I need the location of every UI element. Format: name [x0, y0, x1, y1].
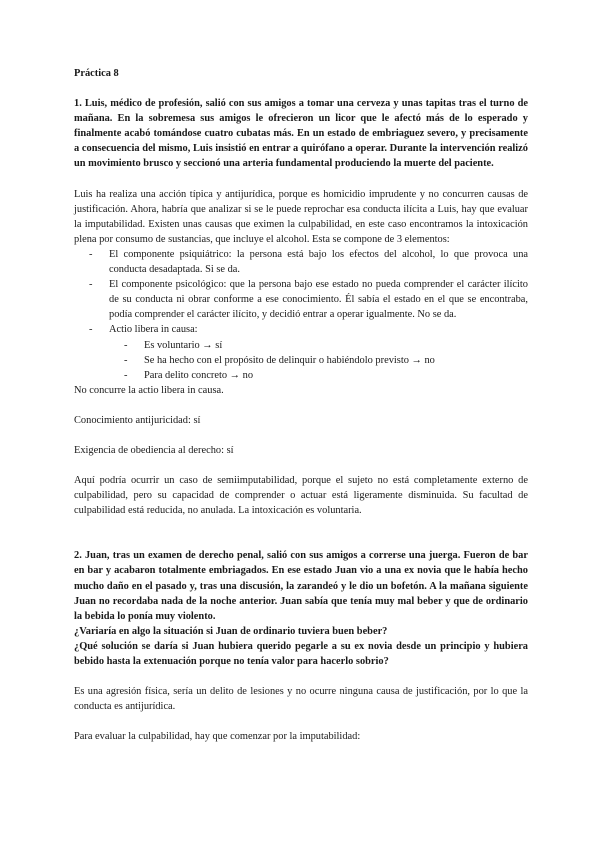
case-2-question-2: ¿Qué solución se daría si Juan hubiera querido pegarle a su ex novia desde un principio y hubiera bebido hasta la extenuación porque no tenía valor para hacerlo sobrio?: [74, 640, 528, 667]
case-2-question-1: ¿Variaría en algo la situación si Juan de ordinario tuviera buen beber?: [74, 625, 388, 637]
element-actio-libera: [74, 322, 528, 382]
element-psicologico: - El componente psicológico: que la persona bajo ese estado no pueda comprender el carácter ilícito de su conducta ni obrar conforme a ese conocimiento. Él sabía el estado en el que se encontraba, podía comprender el carácter ilícito, y decidió entrar a operar igualmente. No se da.: [74, 277, 528, 322]
actio-voluntario: - Es voluntario → sí: [109, 338, 528, 353]
actio-libera-label: Actio libera in causa:: [109, 324, 198, 336]
case-2-analysis: Es una agresión física, sería un delito de lesiones y no ocurre ninguna causa de justificación, por lo que la conducta es antijurídica.: [74, 686, 528, 713]
actio-delito-concreto: - Para delito concreto → no: [109, 368, 528, 383]
conocimiento-antijuricidad: Conocimiento antijuricidad: sí: [74, 414, 201, 426]
case-2-imputabilidad: Para evaluar la culpabilidad, hay que comenzar por la imputabilidad:: [74, 731, 361, 743]
case-1-statement: 1. Luis, médico de profesión, salió con sus amigos a tomar una cerveza y unas tapitas tras el turno de mañana. En la sobremesa sus amigos le ofrecieron un licor que le afectó más de lo esperado y finalmente acabó tomándose cuatro cubatas más. En un estado de embriaguez severo, y precisamente a consecuencia del mismo, Luis insistió en entrar a quirófano a operar. Durante la intervención realizó un movimiento brusco y seccionó una arteria fundamental produciendo la muerte del paciente.: [74, 98, 528, 170]
actio-conclusion: No concurre la actio libera in causa.: [74, 384, 224, 396]
case-1-conclusion: Aquí podría ocurrir un caso de semiimputabilidad, porque el sujeto no está completamente externo de culpabilidad, pero su capacidad de comprender o actuar está ligeramente disminuida. Su facultad de culpabilidad está reducida, no anulada. La intoxicación es voluntaria.: [74, 475, 528, 517]
page-title: Práctica 8: [74, 68, 119, 79]
document-page: [74, 66, 528, 744]
case-2-statement: 2. Juan, tras un examen de derecho penal, salió con sus amigos a correrse una juerga. Fueron de bar en bar y acabaron totalmente embriagados. En ese estado Juan vio a una ex novia que le había hecho mucho daño en el pasado y, tras una discusión, la zarandeó y le dio un bofetón. A la mañana siguiente Juan no recordaba nada de la noche anterior. Juan sabía que tenía muy mal beber y que de ordinario la bebida lo ponía muy violento.: [74, 550, 528, 622]
elements-list: [74, 247, 528, 383]
element-psiquiatrico: - El componente psiquiátrico: la persona está bajo los efectos del alcohol, lo que provoca una conducta desadaptada. Si se da.: [74, 247, 528, 277]
exigencia-obediencia: Exigencia de obediencia al derecho: sí: [74, 444, 234, 456]
actio-proposito: - Se ha hecho con el propósito de delinquir o habiéndolo previsto → no: [109, 353, 528, 368]
case-1-analysis: Luis ha realiza una acción típica y antijurídica, porque es homicidio imprudente y no concurren causas de justificación. Ahora, habría que analizar si se le puede reprochar esa conducta ilícita a Luis, hay que evaluar la imputabilidad. Existen unas causas que eximen la culpabilidad, en este caso encontramos la intoxicación plena por consumo de sustancias, que incluye el alcohol. Esta se compone de 3 elementos:: [74, 188, 528, 245]
actio-sublist: [109, 338, 528, 383]
